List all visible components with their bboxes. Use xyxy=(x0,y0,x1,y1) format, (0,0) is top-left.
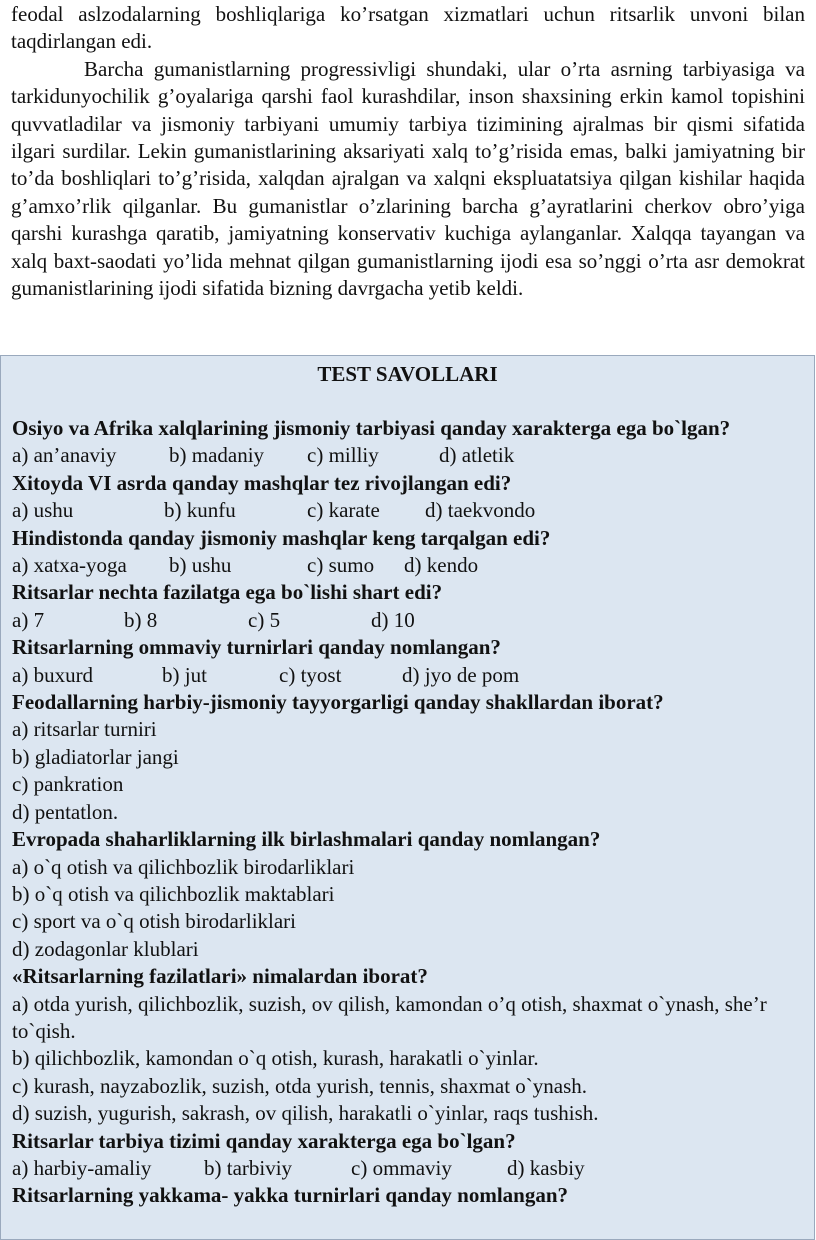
question-text: Evropada shaharliklarning ilk birlashmalari qanday nomlangan? xyxy=(12,827,601,852)
question-9 xyxy=(12,1128,803,1183)
options-row xyxy=(12,442,803,469)
option-a: a) o`q otish va qilichbozlik birodarliklari xyxy=(12,854,355,879)
option-d: d) taekvondo xyxy=(425,498,536,523)
question-5 xyxy=(12,634,803,689)
options-row xyxy=(12,552,803,579)
option-b: b) qilichbozlik, kamondan o`q otish, kurash, harakatli o`yinlar. xyxy=(12,1046,539,1071)
test-questions-box xyxy=(0,355,815,1240)
option-d: d) zodagonlar klublari xyxy=(12,936,199,961)
option-d: d) suzish, yugurish, sakrash, ov qilish, harakatli o`yinlar, raqs tushish. xyxy=(12,1101,599,1126)
options-row xyxy=(12,607,803,634)
question-text: Ritsarlar nechta fazilatga ega bo`lishi shart edi? xyxy=(12,580,443,605)
option-a: a) harbiy-amaliy xyxy=(12,1155,152,1180)
option-b: b) ushu xyxy=(169,553,232,578)
question-4 xyxy=(12,579,803,634)
question-text: Ritsarlar tarbiya tizimi qanday xarakterga ega bo`lgan? xyxy=(12,1128,516,1153)
option-b: b) tarbiviy xyxy=(204,1155,293,1180)
option-d: d) jyo de pom xyxy=(402,662,520,687)
paragraph-continued: feodal aslzodalarning boshliqlariga ko’rsatgan xizmatlari uchun ritsarlik unvoni bilan taqdirlangan edi. xyxy=(11,2,805,54)
option-c: c) sport va o`q otish birodarliklari xyxy=(12,909,297,934)
question-2 xyxy=(12,470,803,525)
question-8 xyxy=(12,963,803,1127)
question-7 xyxy=(12,826,803,963)
options-row xyxy=(12,662,803,689)
option-b: b) kunfu xyxy=(164,498,236,523)
option-a: a) xatxa-yoga xyxy=(12,553,127,578)
paragraph-humanists: Barcha gumanistlarning progressivligi shundaki, ular o’rta asrning tarbiyasiga va tarkidunyochilik g’oyalariga qarshi faol kurashdilar, inson shaxsining erkin kamol topishini quvvatladilar va jismoniy tarbiyani umumiy tarbiya tizimining ajralmas bir qismi sifatida ilgari surdilar. Lekin gumanistlarining aksariyati xalq to’g’risida emas, balki jamiyatning bir to’da boshliqlari to’g’risida, xalqdan ajralgan va xalqni ekspluatatsiya qilgan kishilar haqida g’amxo’rlik qilganlar. Bu gumanistlar o’zlarining barcha g’ayratlarini cherkov obro’yiga qarshi kurashga qaratib, jamiyatning konservativ kuchiga aylanganlar. Xalqqa tayangan va xalq baxt-saodati yo’lida mehnat qilgan gumanistlarning ijodi esa so’nggi o’rta asr demokrat gumanistlarining ijodi sifatida bizning davrgacha yetib keldi. xyxy=(11,56,805,301)
question-10 xyxy=(12,1182,803,1209)
option-c: c) sumo xyxy=(307,553,375,578)
options-row xyxy=(12,497,803,524)
option-a: a) ritsarlar turniri xyxy=(12,717,157,742)
question-text: Feodallarning harbiy-jismoniy tayyorgarligi qanday shakllardan iborat? xyxy=(12,690,664,715)
option-b: b) madaniy xyxy=(169,443,265,468)
option-d: d) 10 xyxy=(371,607,415,632)
question-text: Ritsarlarning ommaviy turnirlari qanday nomlangan? xyxy=(12,635,501,660)
option-c: c) tyost xyxy=(279,662,342,687)
body-text xyxy=(11,1,805,302)
option-a: a) buxurd xyxy=(12,662,94,687)
option-b: b) gladiatorlar jangi xyxy=(12,744,179,769)
option-d: d) kendo xyxy=(404,553,479,578)
question-text: Hindistonda qanday jismoniy mashqlar keng tarqalgan edi? xyxy=(12,525,551,550)
question-text: «Ritsarlarning fazilatlari» nimalardan iborat? xyxy=(12,964,428,989)
test-title: TEST SAVOLLARI xyxy=(317,362,498,386)
question-1 xyxy=(12,415,803,470)
option-c: c) karate xyxy=(307,498,380,523)
option-b: b) jut xyxy=(162,662,207,687)
option-a: a) otda yurish, qilichbozlik, suzish, ov qilish, kamondan o’q otish, shaxmat o`ynash, she’r to`qish. xyxy=(12,991,767,1043)
option-b: b) 8 xyxy=(124,607,158,632)
option-d: d) atletik xyxy=(439,443,515,468)
question-6 xyxy=(12,689,803,826)
option-c: c) milliy xyxy=(307,443,379,468)
question-text: Osiyo va Afrika xalqlarining jismoniy tarbiyasi qanday xarakterga ega bo`lgan? xyxy=(12,416,731,440)
option-a: a) ushu xyxy=(12,498,74,523)
option-d: d) pentatlon. xyxy=(12,799,119,824)
option-c: c) pankration xyxy=(12,772,124,797)
option-a: a) an’anaviy xyxy=(12,443,117,468)
option-c: c) kurash, nayzabozlik, suzish, otda yurish, tennis, shaxmat o`ynash. xyxy=(12,1073,588,1098)
option-c: c) ommaviy xyxy=(351,1155,452,1180)
option-c: c) 5 xyxy=(248,607,281,632)
question-text: Xitoyda VI asrda qanday mashqlar tez rivojlangan edi? xyxy=(12,470,512,495)
question-3 xyxy=(12,525,803,580)
option-a: a) 7 xyxy=(12,607,45,632)
option-b: b) o`q otish va qilichbozlik maktablari xyxy=(12,881,335,906)
question-text: Ritsarlarning yakkama- yakka turnirlari qanday nomlangan? xyxy=(12,1183,569,1208)
options-row xyxy=(12,1155,803,1182)
option-d: d) kasbiy xyxy=(507,1155,585,1180)
